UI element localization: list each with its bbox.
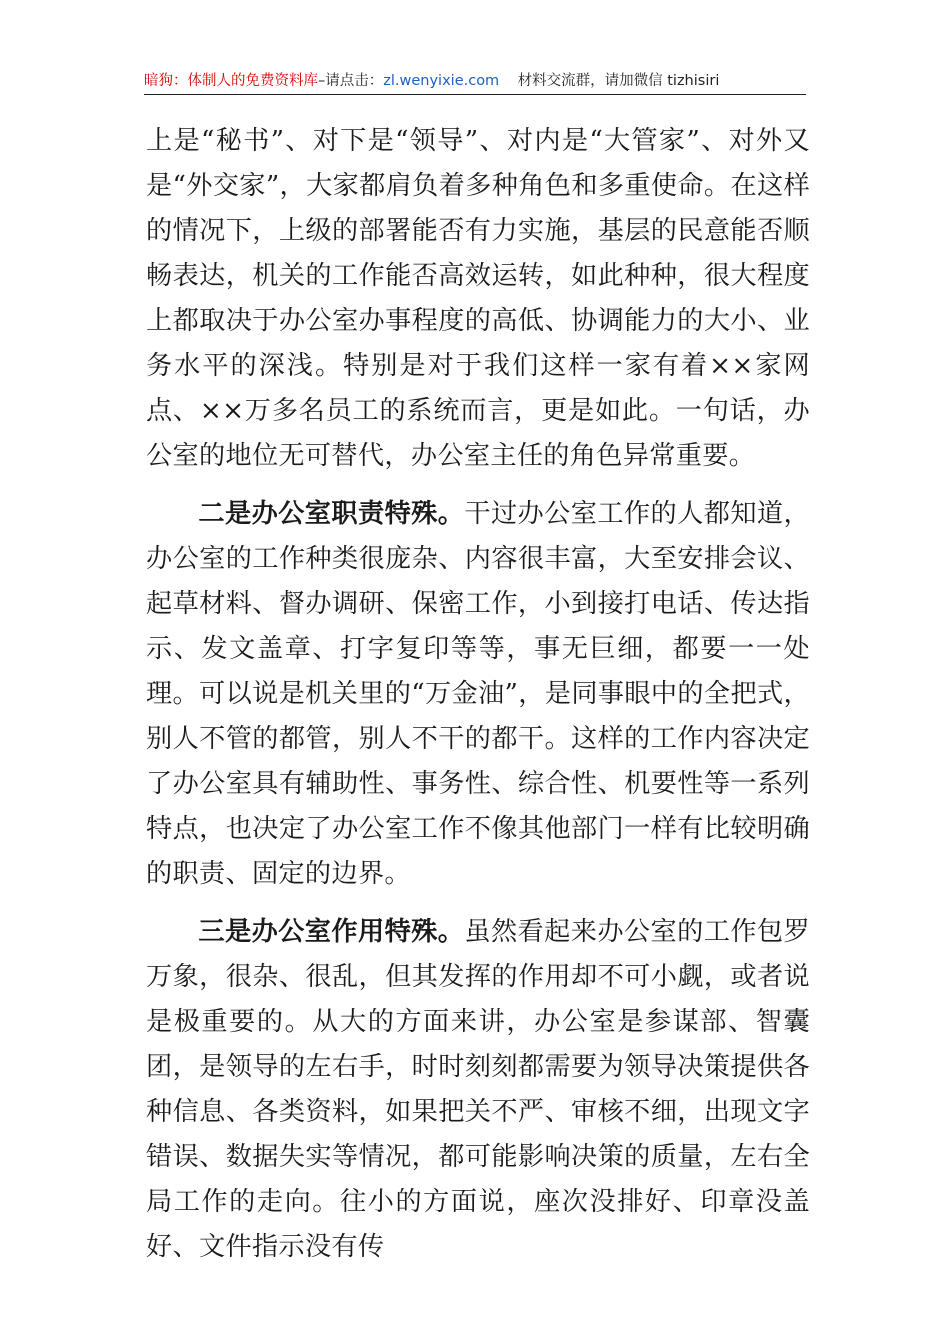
paragraph-1-text: 上是“秘书”、对下是“领导”、对内是“大管家”、对外又是“外交家”，大家都肩负着多种角色和多重使命。在这样的情况下，上级的部署能否有力实施，基层的民意能否顺畅表达，机关的工作能否高效运转，如此种种，很大程度上都取决于办公室办事程度的高低、协调能力的大小、业务水平的深浅。特别是对于我们这样一家有着××家网点、××万多名员工的系统而言，更是如此。一句话，办公室的地位无可替代，办公室主任的角色异常重要。 [146, 126, 810, 471]
paragraph-3-text: 虽然看起来办公室的工作包罗万象，很杂、很乱，但其发挥的作用却不可小觑，或者说是极重要的。从大的方面来讲，办公室是参谋部、智囊团，是领导的左右手，时时刻刻都需要为领导决策提供各种信息、各类资料，如果把关不严、审核不细，出现文字错误、数据失实等情况，都可能影响决策的质量，左右全局工作的走向。往小的方面说，座次没排好、印章没盖好、文件指示没有传 [146, 917, 810, 1262]
paragraph-3-lead: 三是办公室作用特殊。 [198, 916, 465, 947]
paragraph-2-lead: 二是办公室职责特殊。 [198, 498, 465, 529]
page-header [144, 70, 806, 95]
paragraph-2-text: 干过办公室工作的人都知道，办公室的工作种类很庞杂、内容很丰富，大至安排会议、起草材料、督办调研、保密工作，小到接打电话、传达指示、发文盖章、打字复印等等，事无巨细，都要一一处理。可以说是机关里的“万金油”，是同事眼中的全把式，别人不管的都管，别人不干的都干。这样的工作内容决定了办公室具有辅助性、事务性、综合性、机要性等一系列特点，也决定了办公室工作不像其他部门一样有比较明确的职责、固定的边界。 [146, 499, 810, 889]
paragraph-2 [146, 491, 810, 897]
paragraph-1 [146, 118, 810, 479]
contact-info: 材料交流群，请加微信 tizhisiri [517, 73, 720, 89]
site-name: 暗狗：体制人的免费资料库 [144, 73, 318, 89]
site-link[interactable]: zl.wenyixie.com [383, 73, 500, 89]
document-body [146, 118, 810, 1282]
paragraph-3 [146, 909, 810, 1270]
click-prompt: –请点击： [318, 73, 384, 89]
